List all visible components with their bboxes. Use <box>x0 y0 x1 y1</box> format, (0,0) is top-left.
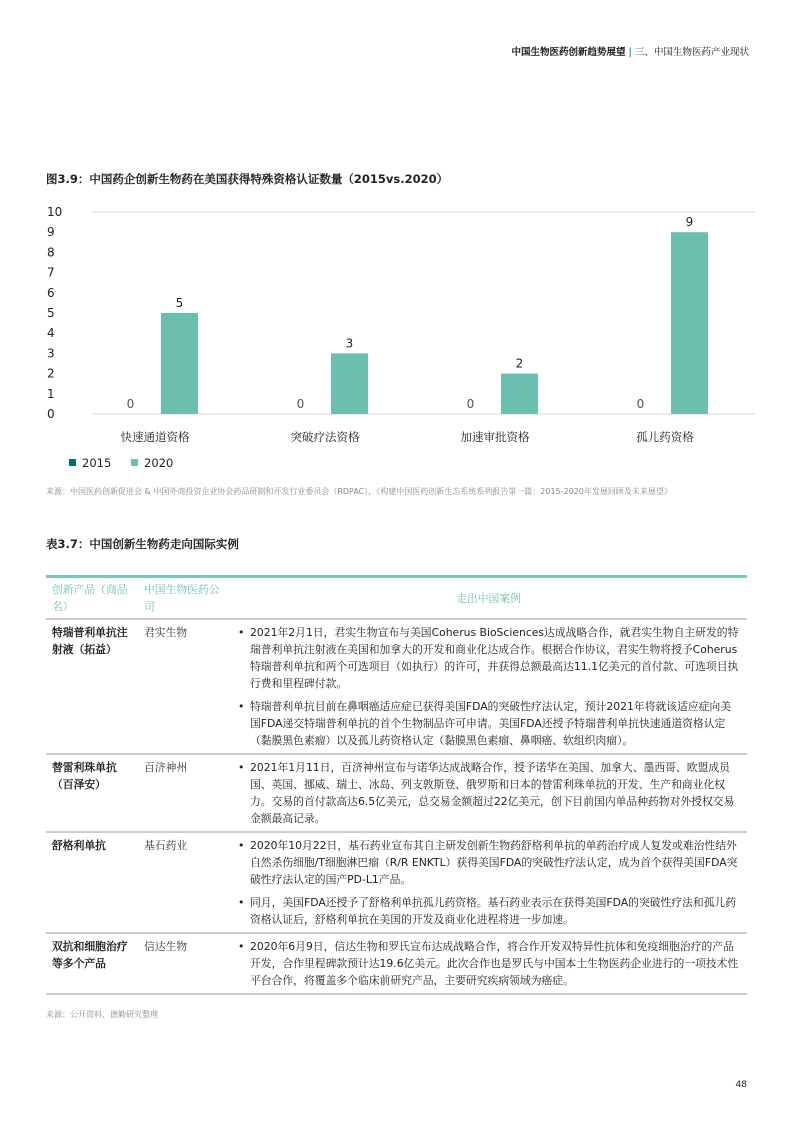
x-tick-label: 孤儿药资格 <box>636 430 694 444</box>
product-name: 替雷利珠单抗（百泽安） <box>46 754 138 832</box>
page-number: 48 <box>735 1080 747 1090</box>
data-label: 2 <box>515 356 524 371</box>
data-label: 0 <box>126 397 135 411</box>
y-tick-label: 9 <box>47 225 55 240</box>
y-tick-label: 4 <box>47 326 55 341</box>
table-source: 来源：公开资料、德勤研究整理 <box>46 1010 158 1019</box>
bar-2020 <box>501 374 538 414</box>
y-tick-label: 5 <box>47 306 55 320</box>
case-item: • 同月，美国FDA还授予了舒格利单抗孤儿药资格。基石药业表示在获得美国FDA的突破性疗法和孤儿药资格认证后，舒格利单抗在美国的开发及商业化进程将进一步加速。 <box>236 894 741 928</box>
data-label: 5 <box>175 296 184 310</box>
y-tick-label: 7 <box>47 265 55 280</box>
table-section <box>46 575 747 1021</box>
section-title: 三、中国生物医药产业现状 <box>634 47 749 58</box>
y-tick-label: 8 <box>47 245 55 260</box>
report-title: 中国生物医药创新趋势展望 <box>511 47 626 58</box>
data-label: 0 <box>466 397 475 411</box>
legend-swatch <box>131 459 138 466</box>
figure-title: 图3.9：中国药企创新生物药在美国获得特殊资格认证数量（2015vs.2020） <box>46 172 449 186</box>
case-item: • 2021年1月11日，百济神州宣布与诺华达成战略合作，授予诺华在美国、加拿大、墨西哥、欧盟成员国、英国、挪威、瑞士、冰岛、列支敦斯登、俄罗斯和日本的替雷利珠单抗的开发、生产和商业化权力。交易的首付款高达6.5亿美元，总交易金额超过22亿美元，创下目前国内单品种药物对外授权交易金额最高记录。 <box>236 759 741 827</box>
figure-source: 来源：中国医药创新促进会 & 中国外商投资企业协会药品研制和开发行业委员会（RDPAC），《构建中国医药创新生态系统系列报告第一篇：2015-2020年发展回顾及未来展望》 <box>46 487 672 496</box>
data-label: 0 <box>636 397 645 411</box>
legend-label: 2015 <box>82 456 112 470</box>
product-name: 特瑞普利单抗注射液（拓益） <box>46 619 138 754</box>
y-tick-label: 0 <box>47 407 55 421</box>
case-item: • 2020年6月9日，信达生物和罗氏宣布达成战略合作，将合作开发双特异性抗体和免疫细胞治疗的产品开发，合作里程碑款预计达19.6亿美元。此次合作也是罗氏与中国本土生物医药企业进行的一项技术性平台合作，将覆盖多个临床前研究产品，主要研究疾病领域为癌症。 <box>236 938 741 989</box>
case-item: • 2021年2月1日，君实生物宣布与美国Coherus BioSciences达成战略合作，就君实生物自主研发的特瑞普利单抗注射液在美国和加拿大的开发和商业化达成合作。根据合作协议，君实生物将授予Coherus特瑞普利单抗和两个可选项目（如执行）的许可，并获得总额最高达11.1亿美元的首付款、可选项目执行费和里程碑付款。 <box>236 624 741 692</box>
legend-label: 2020 <box>144 456 174 470</box>
header-company: 中国生物医药公司 <box>138 577 230 620</box>
cases-cell <box>230 832 747 933</box>
bar-2020 <box>161 313 198 414</box>
cases-cell <box>230 933 747 994</box>
data-label: 3 <box>345 336 354 351</box>
product-name: 舒格利单抗 <box>46 832 138 933</box>
y-tick-label: 6 <box>47 285 55 300</box>
y-tick-label: 2 <box>47 366 55 381</box>
company-name: 百济神州 <box>138 754 230 832</box>
case-table <box>46 575 747 995</box>
cases-cell <box>230 619 747 754</box>
data-label: 9 <box>685 215 694 230</box>
y-tick-label: 3 <box>47 346 55 361</box>
case-item: • 2020年10月22日，基石药业宣布其自主研发创新生物药舒格利单抗的单药治疗成人复发或难治性结外自然杀伤细胞/T细胞淋巴瘤（R/R ENKTL）获得美国FDA的突破性疗法认定，成为首个获得美国FDA突破性疗法认定的国产PD-L1产品。 <box>236 837 741 888</box>
bar-2020 <box>331 353 368 414</box>
table-row <box>46 754 747 832</box>
case-item: • 特瑞普利单抗目前在鼻咽癌适应症已获得美国FDA的突破性疗法认定，预计2021年将就该适应症向美国FDA递交特瑞普利单抗的首个生物制品许可申请。美国FDA还授予特瑞普利单抗快速通道资格认定（黏膜黑色素瘤）以及孤儿药资格认定（黏膜黑色素瘤、鼻咽癌、软组织肉瘤）。 <box>236 698 741 749</box>
bar-2020 <box>671 232 708 414</box>
company-name: 基石药业 <box>138 832 230 933</box>
y-tick-label: 10 <box>47 205 63 219</box>
y-tick-label: 1 <box>47 386 55 401</box>
header-product: 创新产品（商品名） <box>46 577 138 620</box>
bar-chart <box>0 195 793 475</box>
company-name: 君实生物 <box>138 619 230 754</box>
x-tick-label: 快速通道资格 <box>120 430 190 444</box>
product-name: 双抗和细胞治疗等多个产品 <box>46 933 138 994</box>
legend-swatch <box>69 459 76 466</box>
header-divider: | <box>628 47 632 58</box>
table-row <box>46 619 747 754</box>
header-cases: 走出中国案例 <box>230 577 747 620</box>
table-row <box>46 933 747 994</box>
cases-cell <box>230 754 747 832</box>
table-title: 表3.7：中国创新生物药走向国际实例 <box>46 537 239 551</box>
data-label: 0 <box>296 397 305 411</box>
table-row <box>46 832 747 933</box>
x-tick-label: 突破疗法资格 <box>290 430 360 444</box>
running-header <box>511 44 749 58</box>
company-name: 信达生物 <box>138 933 230 994</box>
x-tick-label: 加速审批资格 <box>460 430 530 444</box>
